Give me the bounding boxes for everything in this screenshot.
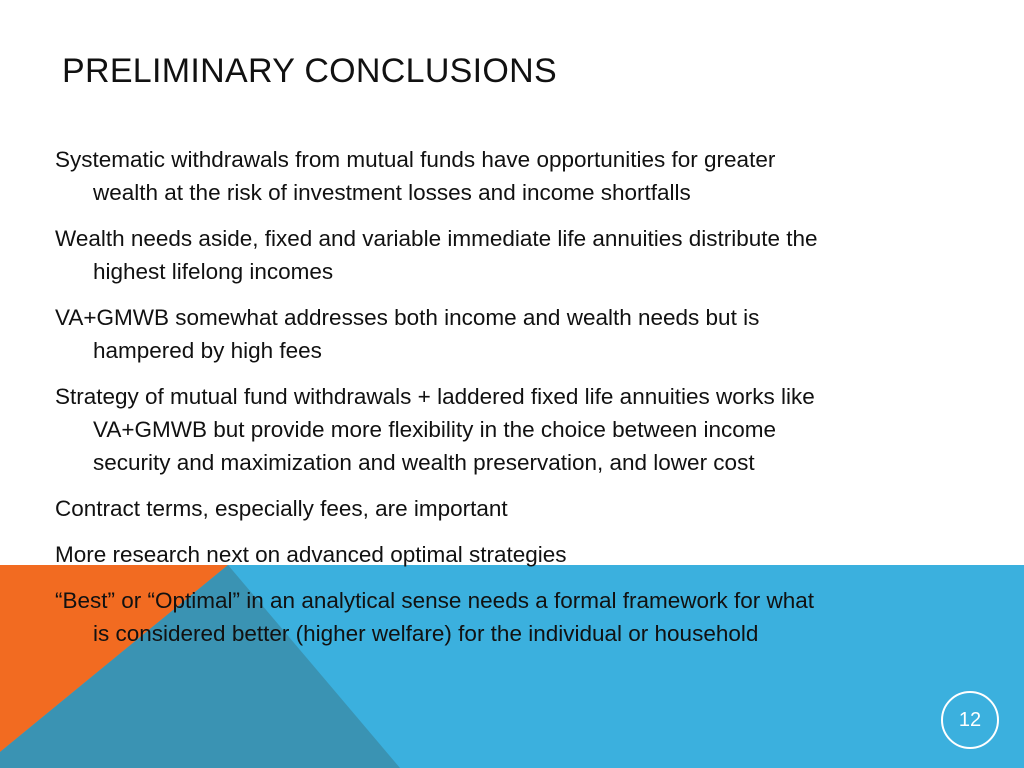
bullet-line: Wealth needs aside, fixed and variable immediate life annuities distribute the	[55, 226, 818, 251]
bullet-line: security and maximization and wealth preservation, and lower cost	[93, 450, 755, 475]
bullet-item	[55, 301, 1015, 367]
bullet-line: hampered by high fees	[93, 338, 322, 363]
bullet-line: “Best” or “Optimal” in an analytical sense needs a formal framework for what	[55, 588, 815, 613]
bullet-line: highest lifelong incomes	[93, 259, 334, 284]
bullet-item	[55, 538, 1015, 571]
bullet-item	[55, 143, 1015, 209]
page-number: 12	[941, 691, 999, 749]
bullet-list	[55, 143, 1015, 663]
bullet-line: VA+GMWB but provide more flexibility in the choice between income	[93, 417, 777, 442]
bullet-line: More research next on advanced optimal strategies	[55, 542, 567, 567]
bullet-item	[55, 492, 1015, 525]
slide-title: PRELIMINARY CONCLUSIONS	[62, 52, 557, 90]
bullet-line: Contract terms, especially fees, are important	[55, 496, 508, 521]
bullet-line: Systematic withdrawals from mutual funds have opportunities for greater	[55, 147, 776, 172]
bullet-item	[55, 380, 1015, 479]
bullet-item	[55, 584, 1015, 650]
bullet-line: Strategy of mutual fund withdrawals + laddered fixed life annuities works like	[55, 384, 815, 409]
bullet-line: is considered better (higher welfare) for the individual or household	[93, 621, 759, 646]
bullet-item	[55, 222, 1015, 288]
bullet-line: wealth at the risk of investment losses and income shortfalls	[93, 180, 691, 205]
bullet-line: VA+GMWB somewhat addresses both income and wealth needs but is	[55, 305, 760, 330]
